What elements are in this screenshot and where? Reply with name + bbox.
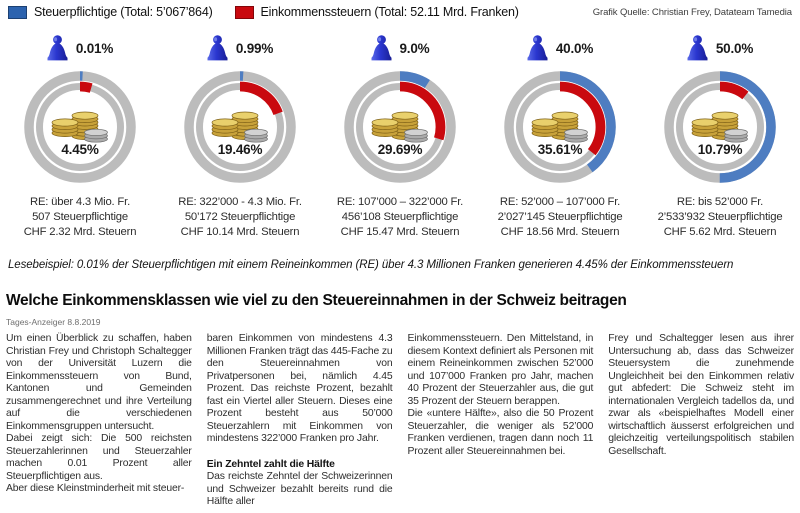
article-column-1 <box>6 333 192 509</box>
income-range: RE: bis 52’000 Fr. <box>676 196 764 208</box>
article-paragraph: Die «untere Hälfte», also die 50 Prozent Steuerzahler, die weniger als 52’000 Franken verdienen, tragen dann noch 11 Prozent aller Steuereinnahmen bei. <box>407 408 594 457</box>
article-column-3 <box>408 333 594 509</box>
dateline: Tages-Anzeiger 8.8.2019 <box>6 317 101 327</box>
income-class-panel-3 <box>320 30 480 240</box>
taxpayer-share-row <box>527 30 593 66</box>
coins-icon <box>529 98 591 144</box>
taxpayer-share-percent: 0.99% <box>235 40 274 56</box>
donut-chart <box>661 68 779 186</box>
panel-caption <box>337 195 463 240</box>
income-range: RE: 52’000 – 107’000 Fr. <box>499 196 621 208</box>
donut-center <box>341 68 459 186</box>
income-class-panel-2 <box>160 30 320 240</box>
income-range: RE: 107’000 – 322’000 Fr. <box>336 196 464 208</box>
tax-share-percent: 4.45% <box>61 141 99 157</box>
pawn-icon <box>687 34 708 62</box>
taxpayer-share-percent: 0.01% <box>75 40 114 56</box>
reading-example: Lesebeispiel: 0.01% der Steuerpflichtigen mit einem Reineinkommen (RE) über 4.3 Millionen Franken generieren 4.45% der Einkommenssteuern <box>8 259 734 271</box>
taxpayer-count: 50’172 Steuerpflichtige <box>184 211 296 223</box>
coins-icon <box>689 98 751 144</box>
taxpayer-share-row <box>47 30 113 66</box>
taxpayer-share-percent: 50.0% <box>715 40 754 56</box>
pawn-icon <box>207 34 228 62</box>
page-title: Welche Einkommensklassen wie viel zu den Steuereinnahmen in der Schweiz beitragen <box>6 292 627 309</box>
tax-share-percent: 19.46% <box>217 141 263 157</box>
article-paragraph: Dabei zeigt sich: Die 500 reichsten Steuerzahlerinnen und Steuerzahler machen 0.01 Prozent aller Steuerpflichtigen aus. <box>6 433 192 482</box>
legend-item-taxpayers <box>8 5 213 19</box>
tax-amount: CHF 5.62 Mrd. Steuern <box>663 226 777 238</box>
legend-bar <box>0 0 800 26</box>
taxpayer-count: 507 Steuerpflichtige <box>32 211 128 223</box>
tax-amount: CHF 15.47 Mrd. Steuern <box>340 226 460 238</box>
panel-caption <box>498 195 623 240</box>
donut-center <box>661 68 779 186</box>
article-paragraph: baren Einkommen von mindestens 4.3 Millionen Franken trägt das 445-Fache zu den Steuereinnahmen von Privatpersonen bei, nämlich 4.45 Prozent. Das reichste Prozent, bezahlt fast ein Viertel aller Steuern. Dieses eine Prozent besteht aus 50’000 Steuerzahlern mit Einkommen von mindestens 322’000 Franken pro Jahr. <box>206 333 393 444</box>
legend-item-taxes <box>235 5 519 19</box>
income-class-panel-1 <box>0 30 160 240</box>
taxpayer-share-row <box>371 30 430 66</box>
tax-amount: CHF 18.56 Mrd. Steuern <box>500 226 620 238</box>
article-paragraph: Frey und Schaltegger lesen aus ihrer Untersuchung ab, dass das Schweizer Steuersystem die zunehmende Ungleichheit bei den Einkommen relativ gut abfedert: Die Schweiz steht im internationalen Vergleich tadellos da, und zwar als «beispielhaftes Modell einer wirtschaftlich äusserst erfolgreichen und gleichzeitig verteilungspolitisch stabilen Gesellschaft. <box>608 333 794 457</box>
coins-icon <box>49 98 111 144</box>
donut-chart <box>21 68 139 186</box>
article-columns <box>0 327 800 509</box>
pawn-icon <box>527 34 548 62</box>
panel-caption <box>658 195 783 240</box>
panel-caption <box>24 195 137 240</box>
taxpayer-count: 456’108 Steuerpflichtige <box>341 211 459 223</box>
article-paragraph: Um einen Überblick zu schaffen, haben Christian Frey und Christoph Schaltegger von der Universität Luzern die Einkommenssteuern von Bund, Kantonen und Gemeinden zusammengerechnet und ihre Verteilung auf die verschiedenen Einkommensgruppen untersucht. <box>6 333 192 432</box>
tax-share-percent: 10.79% <box>697 141 743 157</box>
taxpayer-share-row <box>687 30 753 66</box>
taxpayers-legend-label: Steuerpflichtige (Total: 5’067’864) <box>34 5 213 19</box>
article-paragraph: Aber diese Kleinstminderheit mit steuer- <box>6 483 185 494</box>
tax-share-percent: 29.69% <box>377 141 423 157</box>
pawn-icon <box>371 34 392 62</box>
charts-row <box>0 30 800 240</box>
taxpayer-count: 2’027’145 Steuerpflichtige <box>497 211 623 223</box>
tax-amount: CHF 10.14 Mrd. Steuern <box>180 226 300 238</box>
income-range: RE: 322’000 - 4.3 Mio. Fr. <box>178 196 302 208</box>
graphic-source: Grafik Quelle: Christian Frey, Datateam Tamedia <box>592 7 792 18</box>
article-column-2 <box>207 333 393 509</box>
taxes-swatch-icon <box>235 6 254 19</box>
taxpayer-count: 2’533’932 Steuerpflichtige <box>657 211 783 223</box>
coins-icon <box>369 98 431 144</box>
taxes-legend-label: Einkommenssteuern (Total: 52.11 Mrd. Franken) <box>260 5 519 19</box>
pawn-icon <box>47 34 68 62</box>
taxpayers-swatch-icon <box>8 6 27 19</box>
donut-center <box>181 68 299 186</box>
tax-share-percent: 35.61% <box>537 141 583 157</box>
panel-caption <box>178 195 302 240</box>
taxpayer-share-percent: 40.0% <box>555 40 594 56</box>
article-column-4 <box>608 333 794 509</box>
article-paragraph: Das reichste Zehntel der Schweizerinnen und Schweizer bezahlt bereits rund die Hälfte aller <box>206 471 393 507</box>
donut-center <box>21 68 139 186</box>
donut-chart <box>341 68 459 186</box>
income-class-panel-5 <box>640 30 800 240</box>
tax-amount: CHF 2.32 Mrd. Steuern <box>23 226 137 238</box>
article-subhead: Ein Zehntel zahlt die Hälfte <box>206 458 335 470</box>
income-range: RE: über 4.3 Mio. Fr. <box>29 196 131 208</box>
donut-chart <box>501 68 619 186</box>
donut-chart <box>181 68 299 186</box>
coins-icon <box>209 98 271 144</box>
article-paragraph: Einkommenssteuern. Den Mittelstand, in diesem Kontext definiert als Personen mit einem Reineinkommen zwischen 52’000 und 107’000 Franken pro Jahr, machen 40 Prozent der Steuerzahler aus, die gut 35 Prozent der Steuern berappen. <box>407 333 594 407</box>
taxpayer-share-percent: 9.0% <box>399 40 430 56</box>
taxpayer-share-row <box>207 30 273 66</box>
income-class-panel-4 <box>480 30 640 240</box>
donut-center <box>501 68 619 186</box>
